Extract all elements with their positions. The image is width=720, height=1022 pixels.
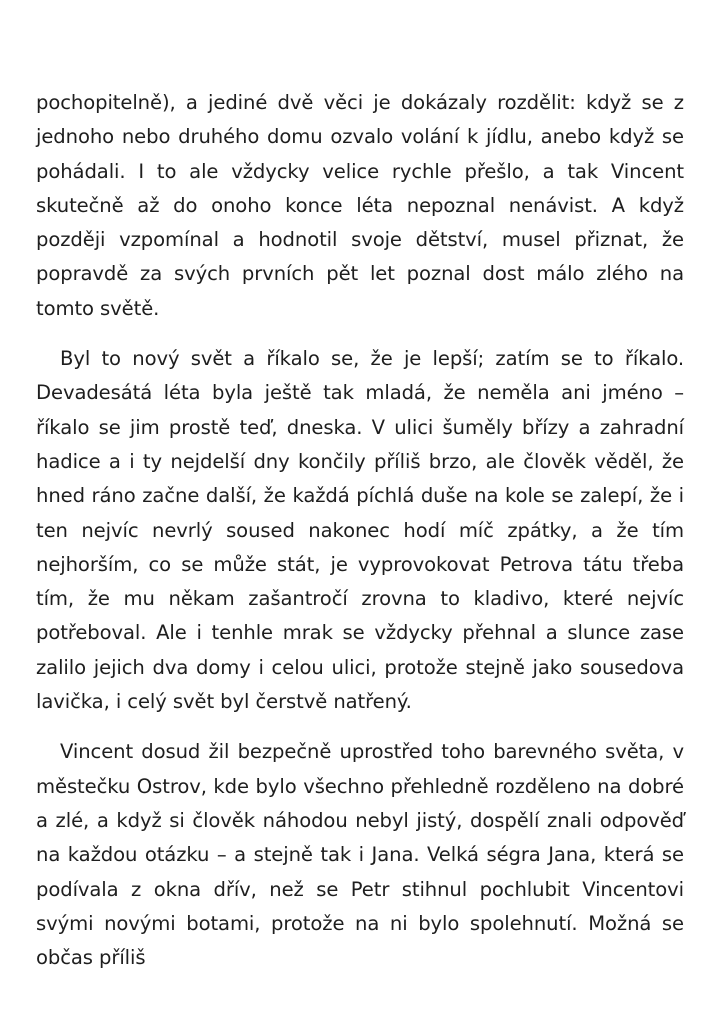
paragraph-2: Byl to nový svět a říkalo se, že je lepší; zatím se to říkalo. Devadesátá léta byla ještě tak mladá, že neměla ani jméno – říkalo se jim prostě teď, dneska. V ulici šuměly břízy a zahradní hadice a i ty nejdelší dny končily příliš brzo, ale člověk věděl, že hned ráno začne další, že každá píchlá duše na kole se zalepí, že i ten nejvíc nevrlý soused nakonec hodí míč zpátky, a že tím nejhorším, co se může stát, je vyprovokovat Petrova tátu třeba tím, že mu někam zašantročí zrovna to kladivo, které nejvíc potřeboval. Ale i tenhle mrak se vždycky přehnal a slunce zase zalilo jejich dva domy i celou ulici, protože stejně jako sousedova lavička, i celý svět byl čerstvě natřený. (36, 347, 684, 714)
paragraph-1: pochopitelně), a jediné dvě věci je dokázaly rozdělit: když se z jednoho nebo druhého domu ozvalo volání k jídlu, anebo když se pohádali. I to ale vždycky velice rychle přešlo, a tak Vincent skutečně až do onoho konce léta nepoznal nenávist. A když později vzpomínal a hodnotil svoje dětství, musel přiznat, že popravdě za svých prvních pět let poznal dost málo zlého na tomto světě. (36, 91, 684, 320)
paragraph-3: Vincent dosud žil bezpečně uprostřed toho barevného světa, v městečku Ostrov, kde bylo všechno přehledně rozděleno na dobré a zlé, a když si člověk náhodou nebyl jistý, dospělí znali odpověď na každou otázku – a stejně tak i Jana. Velká ségra Jana, která se podívala z okna dřív, než se Petr stihnul pochlubit Vincentovi svými novými botami, protože na ni bylo spolehnutí. Možná se občas příliš (36, 740, 684, 970)
paragraph-gap (36, 719, 684, 735)
body-text (36, 86, 684, 975)
paragraph-gap (36, 326, 684, 342)
